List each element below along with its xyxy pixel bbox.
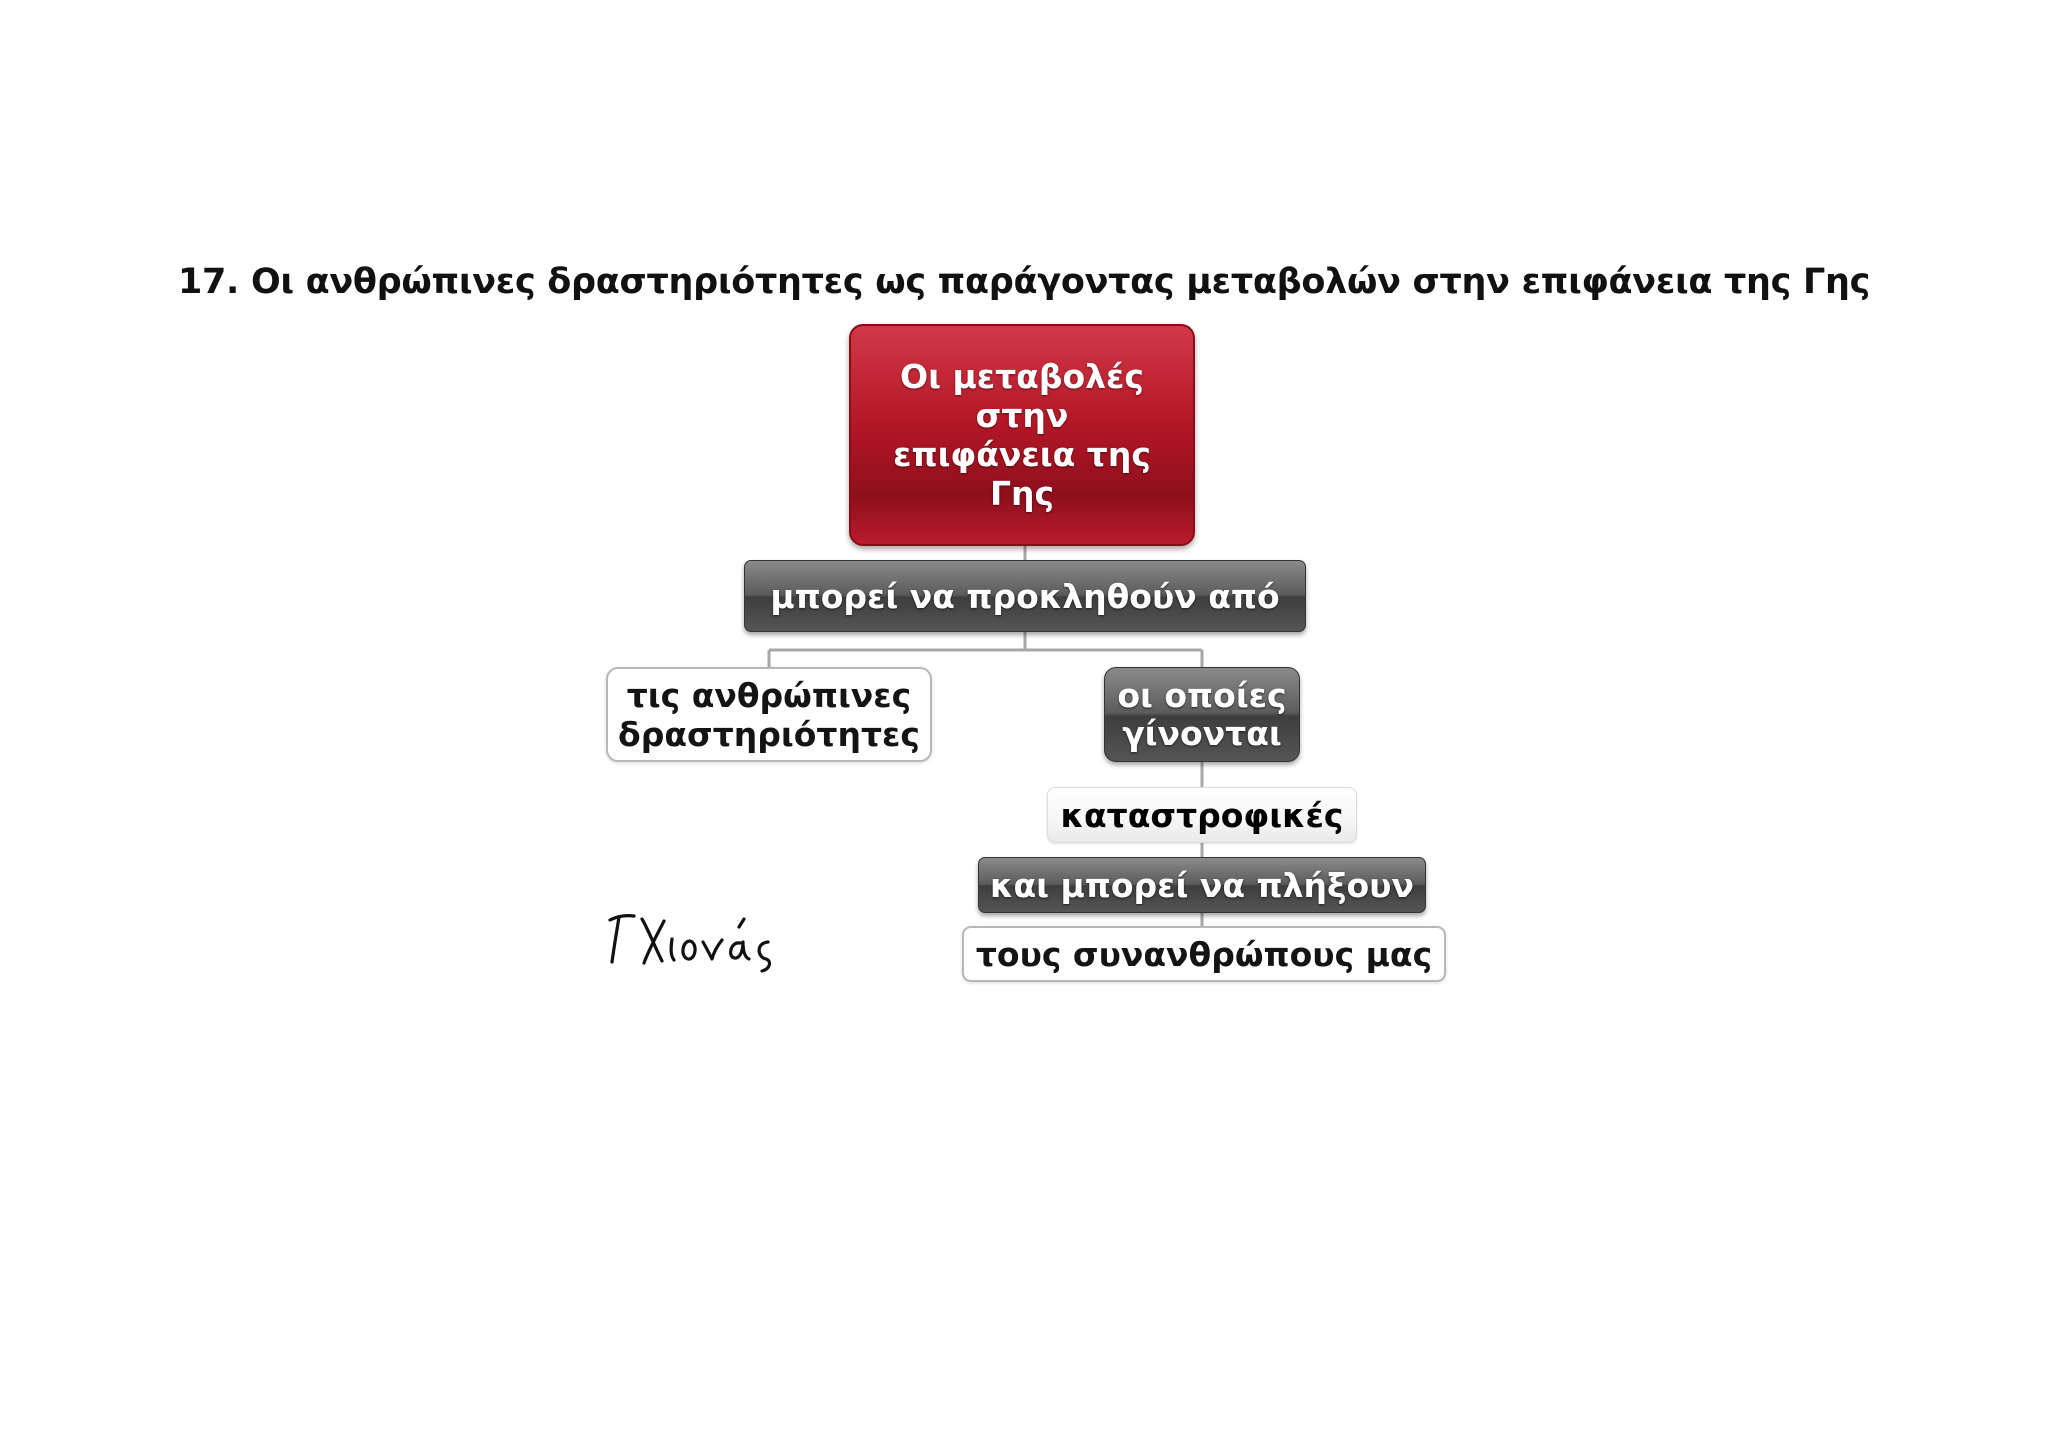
linking-phrase-caused-by-label: μπορεί να προκληθούν από xyxy=(770,576,1280,616)
concept-human-activities xyxy=(606,667,932,762)
linking-phrase-which-become-label: οι οποίες γίνονται xyxy=(1117,675,1287,753)
concept-destructive-label: καταστροφικές xyxy=(1060,795,1344,835)
linking-phrase-caused-by xyxy=(744,560,1306,632)
linking-phrase-which-become xyxy=(1104,667,1300,762)
linking-phrase-may-affect-label: και μπορεί να πλήξουν xyxy=(990,865,1414,905)
page-title: 17. Οι ανθρώπινες δραστηριότητες ως παράγοντας μεταβολών στην επιφάνεια της Γης xyxy=(177,262,1871,302)
concept-human-activities-label: τις ανθρώπινες δραστηριότητες xyxy=(618,675,920,754)
concept-fellow-humans xyxy=(962,926,1446,982)
concept-destructive xyxy=(1047,787,1357,843)
root-concept-label: Οι μεταβολές στην επιφάνεια της Γης xyxy=(893,357,1151,513)
handwritten-signature xyxy=(604,905,784,975)
linking-phrase-may-affect xyxy=(978,857,1426,913)
concept-fellow-humans-label: τους συνανθρώπους μας xyxy=(975,934,1433,974)
root-concept-node xyxy=(849,324,1195,546)
